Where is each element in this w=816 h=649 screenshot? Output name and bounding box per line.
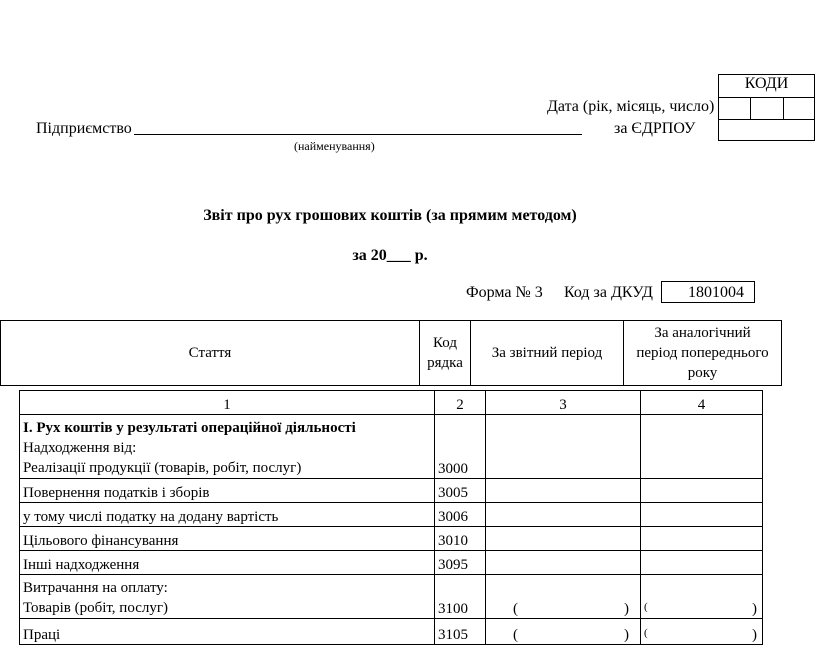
- row-previous-value[interactable]: [641, 415, 763, 479]
- date-cell-sep-1: [750, 97, 751, 119]
- row-previous-value[interactable]: [641, 527, 763, 551]
- edrpou-label: за ЄДРПОУ: [614, 120, 696, 137]
- row-current-value[interactable]: [486, 503, 641, 527]
- row-previous-value[interactable]: [641, 479, 763, 503]
- table-row: [20, 503, 763, 527]
- row-previous-value[interactable]: [641, 619, 763, 645]
- paren-close: ): [752, 601, 757, 617]
- row-code: 3005: [435, 479, 486, 503]
- name-caption: (найменування): [294, 139, 375, 153]
- row-code: 3010: [435, 527, 486, 551]
- table-row: [20, 415, 763, 479]
- row-previous-value[interactable]: [641, 503, 763, 527]
- row-code: 3000: [435, 415, 486, 479]
- row-previous-value[interactable]: [641, 575, 763, 619]
- cashflow-table: [19, 390, 763, 645]
- row-code: 3095: [435, 551, 486, 575]
- paren-open: (: [644, 601, 648, 613]
- row-current-value[interactable]: [486, 479, 641, 503]
- row-label: Товарів (робіт, послуг): [23, 600, 168, 616]
- codes-title: КОДИ: [744, 75, 789, 92]
- header-current: За звітний період: [471, 321, 624, 386]
- paren-close: ): [752, 627, 757, 643]
- row-current-value[interactable]: [486, 527, 641, 551]
- table-header: [0, 320, 782, 386]
- paren-open: (: [644, 627, 648, 639]
- row-label: Реалізації продукції (товарів, робіт, послуг): [23, 460, 302, 476]
- section-title: І. Рух коштів у результаті операційної діяльності: [23, 420, 356, 436]
- column-numbers-row: [20, 391, 763, 415]
- enterprise-name-field[interactable]: [134, 134, 582, 135]
- row-current-value[interactable]: [486, 551, 641, 575]
- row-label: Повернення податків і зборів: [20, 479, 435, 503]
- table-row: [20, 479, 763, 503]
- col-num-2: 2: [435, 391, 486, 415]
- table-row: [20, 551, 763, 575]
- section-cell: [20, 415, 435, 479]
- row-label: Цільового фінансування: [20, 527, 435, 551]
- report-period: за 20___ р.: [352, 247, 428, 264]
- col-num-4: 4: [641, 391, 763, 415]
- row-current-value[interactable]: [486, 415, 641, 479]
- receipts-label: Надходження від:: [23, 440, 137, 456]
- payments-cell: [20, 575, 435, 619]
- col-num-3: 3: [486, 391, 641, 415]
- date-label: Дата (рік, місяць, число): [547, 98, 715, 115]
- codes-divider-2: [718, 119, 815, 120]
- report-title: Звіт про рух грошових коштів (за прямим методом): [203, 207, 577, 224]
- row-previous-value[interactable]: [641, 551, 763, 575]
- date-cell-sep-2: [783, 97, 784, 119]
- row-code: 3105: [435, 619, 486, 645]
- row-label: Інші надходження: [20, 551, 435, 575]
- payments-label: Витрачання на оплату:: [23, 580, 168, 596]
- paren-open: (: [513, 627, 518, 643]
- dkud-code: 1801004: [688, 284, 744, 301]
- table-row: [20, 575, 763, 619]
- dkud-label: Код за ДКУД: [564, 284, 653, 301]
- row-code: 3006: [435, 503, 486, 527]
- paren-close: ): [624, 627, 629, 643]
- row-current-value[interactable]: [486, 619, 641, 645]
- paren-close: ): [624, 601, 629, 617]
- row-code: 3100: [435, 575, 486, 619]
- table-row: [20, 619, 763, 645]
- header-previous: За аналогічний період попереднього року: [624, 321, 782, 386]
- header-code: Код рядка: [420, 321, 471, 386]
- row-label: Праці: [20, 619, 435, 645]
- col-num-1: 1: [20, 391, 435, 415]
- enterprise-label: Підприємство: [36, 120, 132, 137]
- table-row: [20, 527, 763, 551]
- form-label: Форма № 3: [466, 284, 543, 301]
- codes-divider-1: [718, 97, 815, 98]
- row-current-value[interactable]: [486, 575, 641, 619]
- paren-open: (: [513, 601, 518, 617]
- header-article: Стаття: [1, 321, 420, 386]
- row-label: у тому числі податку на додану вартість: [20, 503, 435, 527]
